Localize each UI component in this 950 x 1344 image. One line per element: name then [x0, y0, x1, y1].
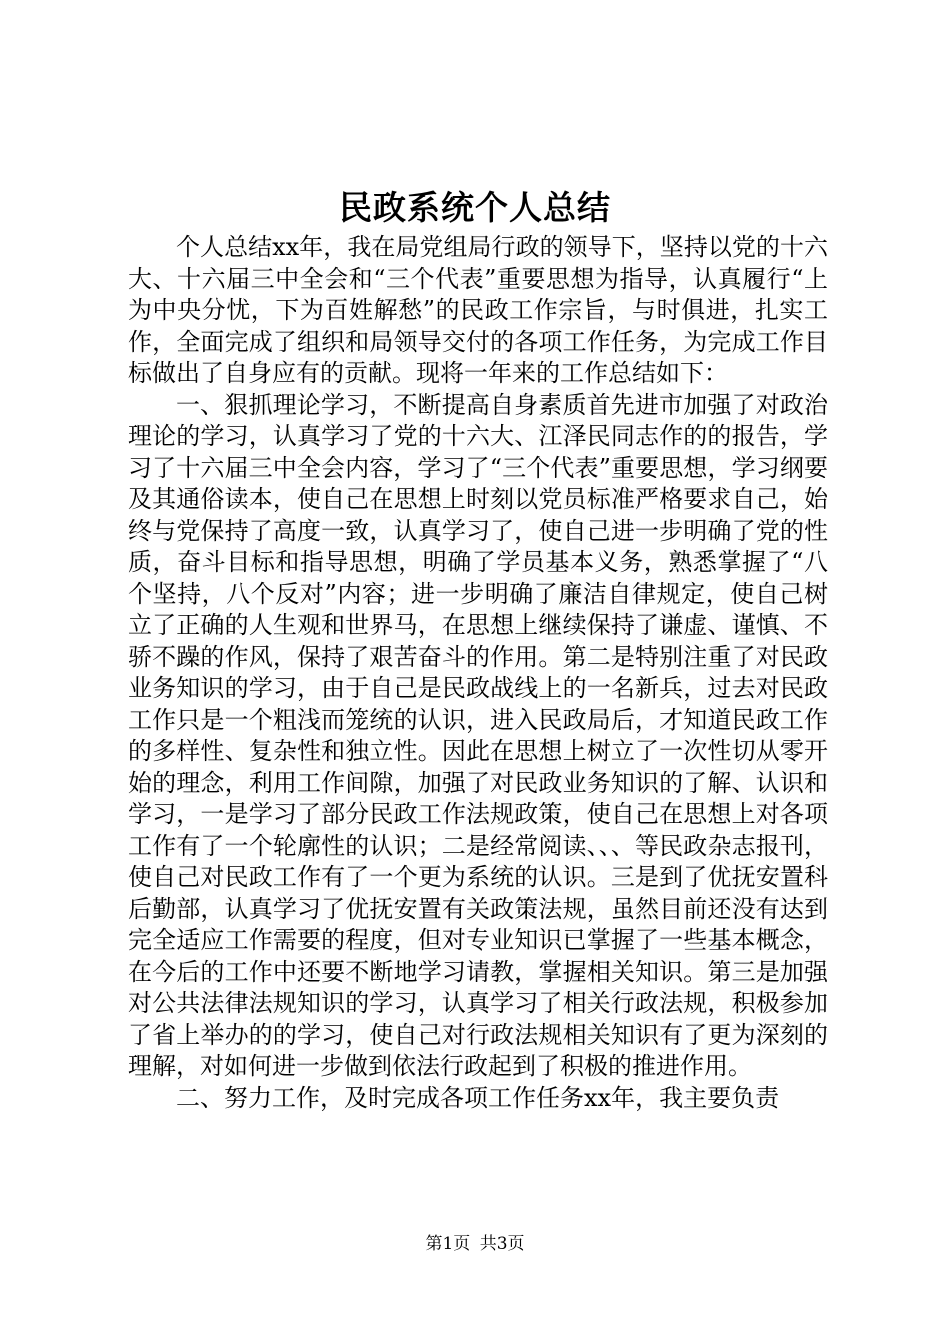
- document-body: [128, 232, 828, 1114]
- page-number: 第1页: [425, 1234, 471, 1254]
- paragraph-intro: 个人总结xx年，我在局党组局行政的领导下，坚持以党的十六大、十六届三中全会和“三个代表”重要思想为指导，认真履行“上为中央分忧，下为百姓解愁”的民政工作宗旨，与时俱进，扎实工作，全面完成了组织和局领导交付的各项工作任务，为完成工作目标做出了自身应有的贡献。现将一年来的工作总结如下：: [128, 233, 828, 387]
- paragraph-section-one: 一、狠抓理论学习，不断提高自身素质首先进市加强了对政治理论的学习，认真学习了党的十六大、江泽民同志作的的报告，学习了十六届三中全会内容，学习了“三个代表”重要思想，学习纲要及其通俗读本，使自己在思想上时刻以党员标准严格要求自己，始终与党保持了高度一致，认真学习了，使自己进一步明确了党的性质，奋斗目标和指导思想，明确了学员基本义务，熟悉掌握了“八个坚持，八个反对”内容；进一步明确了廉洁自律规定，使自己树立了正确的人生观和世界马，在思想上继续保持了谦虚、谨慎、不骄不躁的作风，保持了艰苦奋斗的作用。第二是特别注重了对民政业务知识的学习，由于自己是民政战线上的一名新兵，过去对民政工作只是一个粗浅而笼统的认识，进入民政局后，才知道民政工作的多样性、复杂性和独立性。因此在思想上树立了一次性切从零开始的理念，利用工作间隙，加强了对民政业务知识的了解、认识和学习，一是学习了部分民政工作法规政策，使自己在思想上对各项工作有了一个轮廓性的认识；二是经常阅读、、、等民政杂志报刊，使自己对民政工作有了一个更为系统的认识。三是到了优抚安置科后勤部，认真学习了优抚安置有关政策法规，虽然目前还没有达到完全适应工作需要的程度，但对专业知识已掌握了一些基本概念，在今后的工作中还要不断地学习请教，掌握相关知识。第三是加强对公共法律法规知识的学习，认真学习了相关行政法规，积极参加了省上举办的的学习，使自己对行政法规相关知识有了更为深刻的理解，对如何进一步做到依法行政起到了积极的推进作用。: [128, 390, 828, 1080]
- document-title: 民政系统个人总结: [339, 188, 611, 227]
- page-total: 共3页: [479, 1234, 525, 1254]
- page-footer: [0, 1232, 950, 1256]
- paragraph-section-two: 二、努力工作，及时完成各项工作任务xx年，我主要负责: [176, 1083, 780, 1112]
